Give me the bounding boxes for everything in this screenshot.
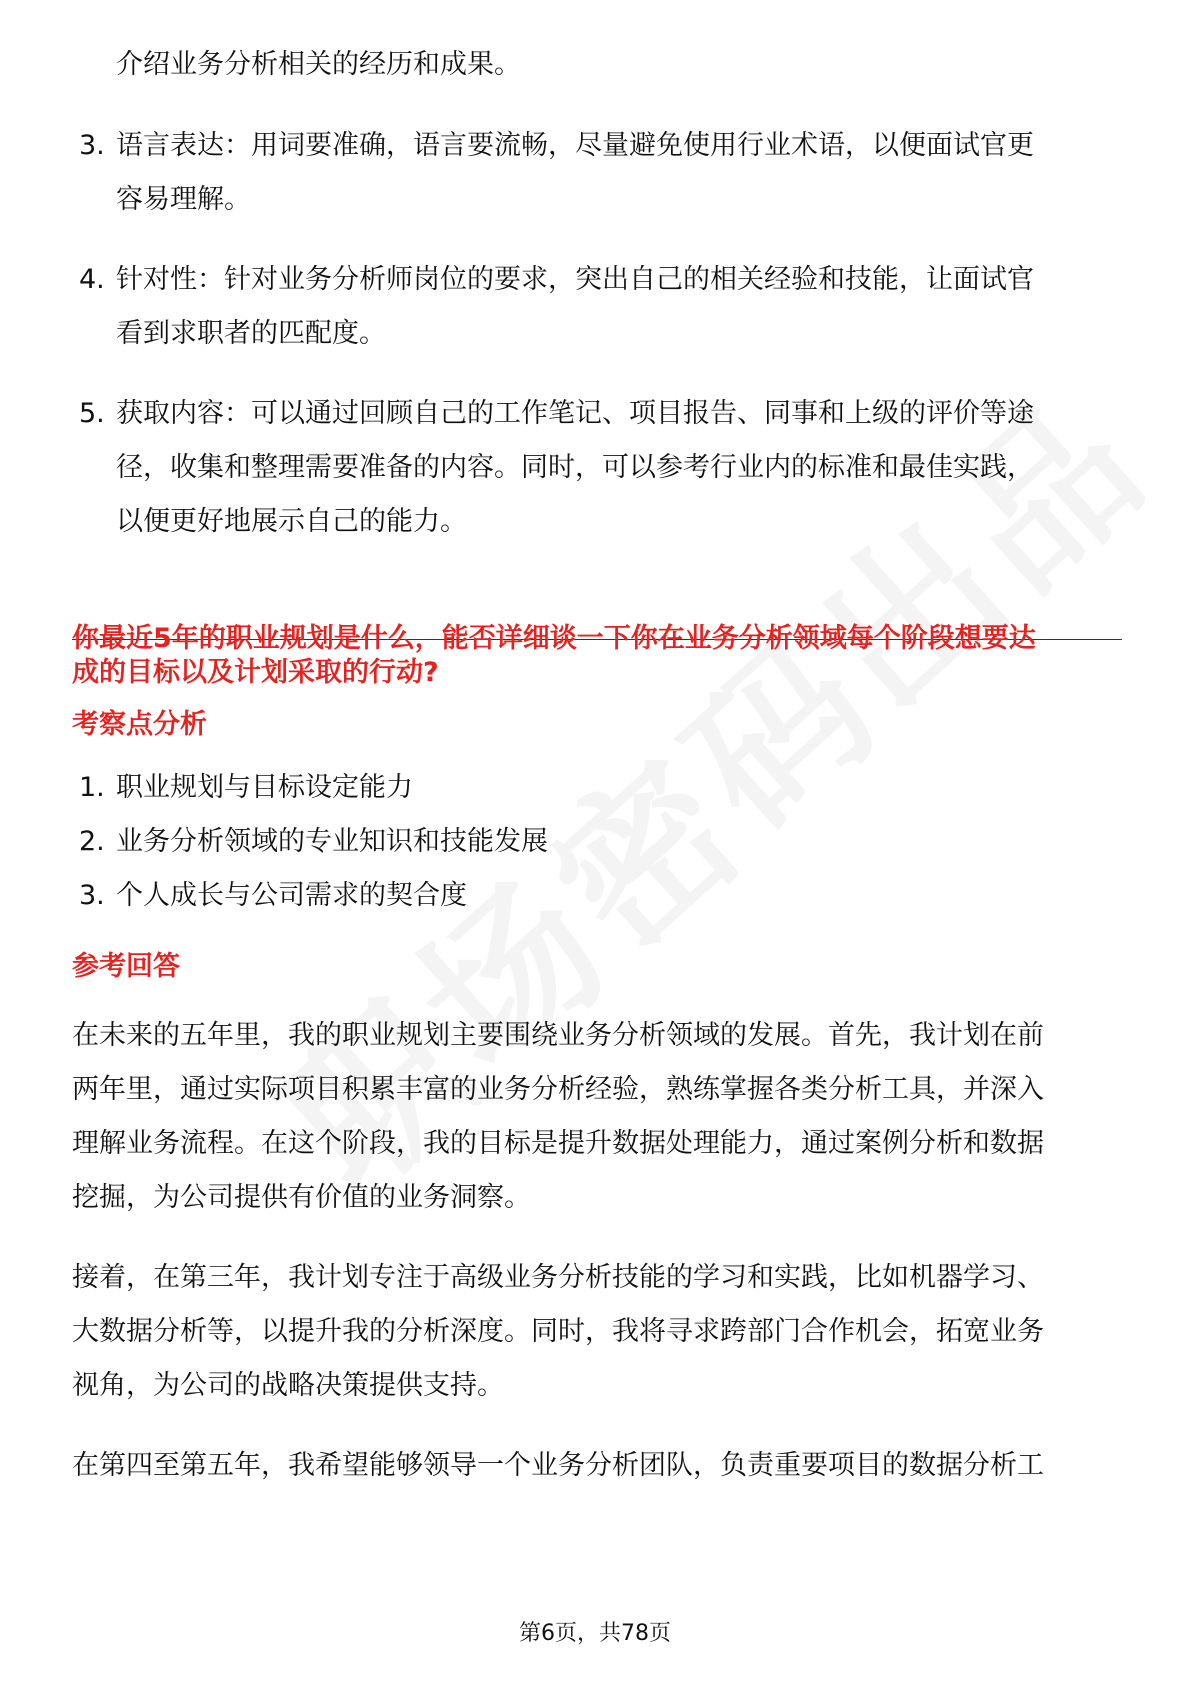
page-footer: 第6页，共78页 xyxy=(519,1621,671,1646)
answer-paragraph-line: 理解业务流程。在这个阶段，我的目标是提升数据处理能力，通过案例分析和数据 xyxy=(72,1128,1044,1159)
analysis-number: 3. xyxy=(79,880,105,911)
analysis-item: 个人成长与公司需求的契合度 xyxy=(116,880,467,911)
tip-line: 容易理解。 xyxy=(116,184,251,215)
analysis-number: 1. xyxy=(79,772,105,803)
tip-line: 语言表达：用词要准确，语言要流畅，尽量避免使用行业术语，以便面试官更 xyxy=(116,130,1034,161)
tip-line: 以便更好地展示自己的能力。 xyxy=(116,506,467,537)
tip-line: 径，收集和整理需要准备的内容。同时，可以参考行业内的标准和最佳实践， xyxy=(116,452,1034,483)
question-title: 成的目标以及计划采取的行动? xyxy=(72,657,439,688)
analysis-item: 业务分析领域的专业知识和技能发展 xyxy=(116,826,548,857)
answer-paragraph-line: 在第四至第五年，我希望能够领导一个业务分析团队，负责重要项目的数据分析工 xyxy=(72,1450,1044,1481)
answer-paragraph-line: 挖掘，为公司提供有价值的业务洞察。 xyxy=(72,1182,531,1213)
answer-paragraph-line: 大数据分析等，以提升我的分析深度。同时，我将寻求跨部门合作机会，拓宽业务 xyxy=(72,1316,1044,1347)
analysis-item: 职业规划与目标设定能力 xyxy=(116,772,413,803)
answer-paragraph-line: 视角，为公司的战略决策提供支持。 xyxy=(72,1370,504,1401)
analysis-number: 2. xyxy=(79,826,105,857)
answer-paragraph-line: 在未来的五年里，我的职业规划主要围绕业务分析领域的发展。首先，我计划在前 xyxy=(72,1020,1044,1051)
question-title: 你最近5年的职业规划是什么，能否详细谈一下你在业务分析领域每个阶段想要达 xyxy=(72,623,1036,654)
answer-paragraph-line: 接着，在第三年，我计划专注于高级业务分析技能的学习和实践，比如机器学习、 xyxy=(72,1262,1044,1293)
tip-line: 获取内容：可以通过回顾自己的工作笔记、项目报告、同事和上级的评价等途 xyxy=(116,398,1034,429)
tip-continuation: 介绍业务分析相关的经历和成果。 xyxy=(116,49,521,80)
analysis-heading: 考察点分析 xyxy=(72,709,207,740)
answer-heading: 参考回答 xyxy=(72,951,180,982)
tip-number: 4. xyxy=(79,264,105,295)
answer-paragraph-line: 两年里，通过实际项目积累丰富的业务分析经验，熟练掌握各类分析工具，并深入 xyxy=(72,1074,1044,1105)
tip-line: 针对性：针对业务分析师岗位的要求，突出自己的相关经验和技能，让面试官 xyxy=(116,264,1034,295)
tip-number: 5. xyxy=(79,398,105,429)
tip-line: 看到求职者的匹配度。 xyxy=(116,318,386,349)
tip-number: 3. xyxy=(79,130,105,161)
